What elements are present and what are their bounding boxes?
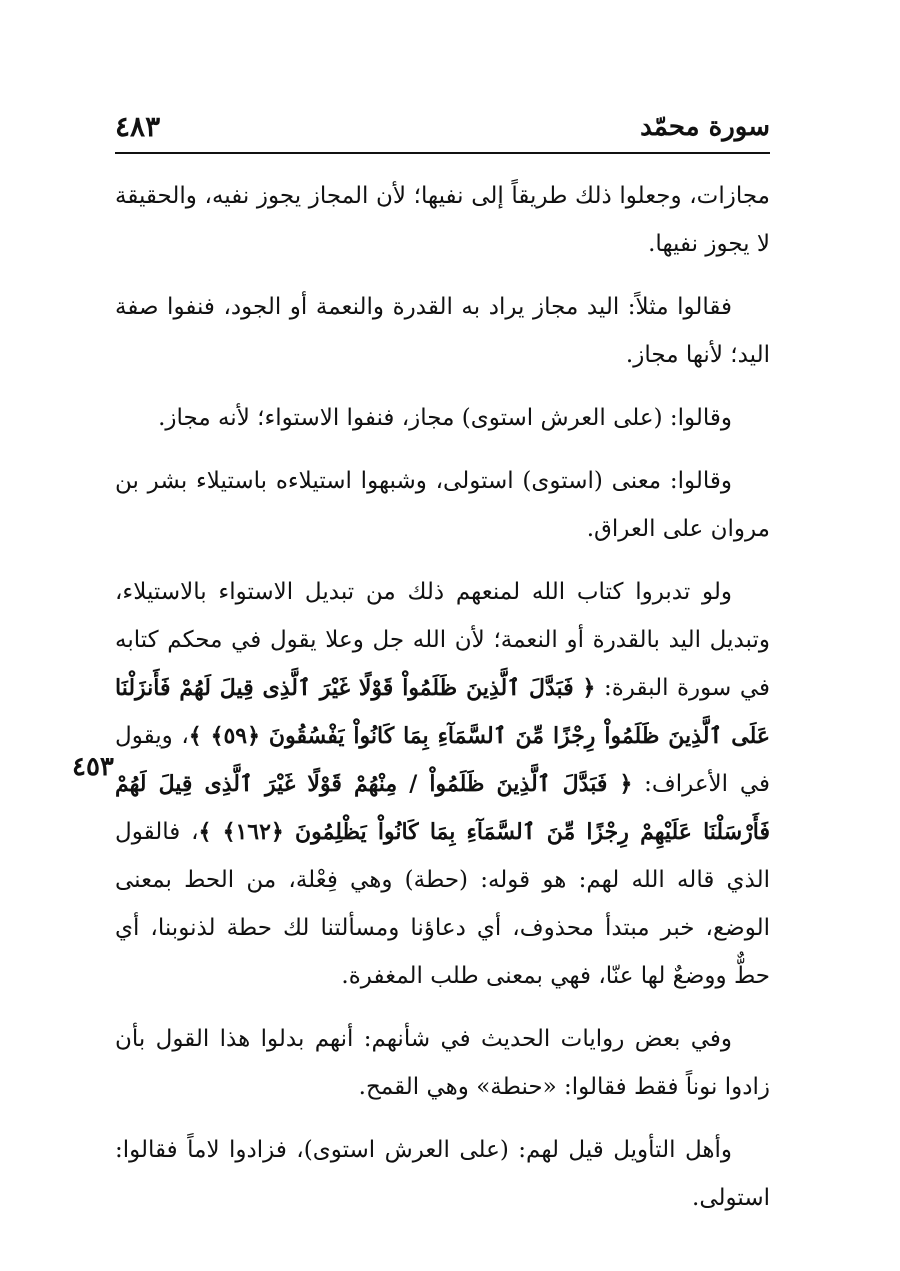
body-text: [115, 172, 770, 1237]
surah-title: سورة محمّد: [640, 112, 770, 142]
paragraph-6: وفي بعض روايات الحديث في شأنهم: أنهم بدلوا هذا القول بأن زادوا نوناً فقط فقالوا: «حنطة» وهي القمح.: [115, 1026, 770, 1100]
paragraph-5-intro: ولو تدبروا كتاب الله لمنعهم ذلك من تبديل الاستواء بالاستيلاء، وتبديل اليد بالقدرة أو النعمة؛ لأن الله جل وعلا يقول في محكم كتابه في سورة البقرة:: [115, 579, 771, 701]
quran-verse-baqarah: ﴿ فَبَدَّلَ ٱلَّذِينَ ظَلَمُواْ قَوْلًا غَيْرَ ٱلَّذِى قِيلَ لَهُمْ فَأَنزَلْنَا عَلَى ٱلَّذِينَ ظَلَمُواْ رِجْزًا مِّنَ ٱلسَّمَآءِ بِمَا كَانُواْ يَفْسُقُونَ ﴿٥٩﴾ ﴾: [115, 675, 770, 749]
paragraph-4: وقالوا: معنى (استوى) استولى، وشبهوا استيلاءه باستيلاء بشر بن مروان على العراق.: [115, 468, 770, 542]
quran-verse-araf: ﴿ فَبَدَّلَ ٱلَّذِينَ ظَلَمُواْ / مِنْهُمْ قَوْلًا غَيْرَ ٱلَّذِى قِيلَ لَهُمْ فَأَرْسَلْنَا عَلَيْهِمْ رِجْزًا مِّنَ ٱلسَّمَآءِ بِمَا كَانُواْ يَظْلِمُونَ ﴿١٦٢﴾ ﴾: [115, 771, 770, 845]
paragraph-3: وقالوا: (على العرش استوى) مجاز، فنفوا الاستواء؛ لأنه مجاز.: [158, 405, 732, 431]
paragraph-5-mid: ، ويقول في الأعراف:: [115, 723, 770, 797]
paragraph-2: فقالوا مثلاً: اليد مجاز يراد به القدرة والنعمة أو الجود، فنفوا صفة اليد؛ لأنها مجاز.: [115, 294, 770, 368]
paragraph-1: مجازات، وجعلوا ذلك طريقاً إلى نفيها؛ لأن المجاز يجوز نفيه، والحقيقة لا يجوز نفيها.: [115, 183, 770, 257]
paragraph-5-end: ، فالقول الذي قاله الله لهم: هو قوله: (حطة) وهي فِعْلة، من الحط بمعنى الوضع، خبر مبتدأ محذوف، أي دعاؤنا ومسألتنا لك حطة لذنوبنا، أي حطٌّ ووضعٌ لها عنّا، فهي بمعنى طلب المغفرة.: [115, 819, 770, 989]
page-header: [115, 108, 770, 154]
paragraph-7: وأهل التأويل قيل لهم: (على العرش استوى)، فزادوا لاماً فقالوا: استولى.: [115, 1137, 770, 1211]
page-number: ٤٨٣: [115, 110, 161, 143]
paragraph-5: [115, 568, 770, 1000]
margin-reference-number: ٤٥٣: [72, 752, 114, 782]
